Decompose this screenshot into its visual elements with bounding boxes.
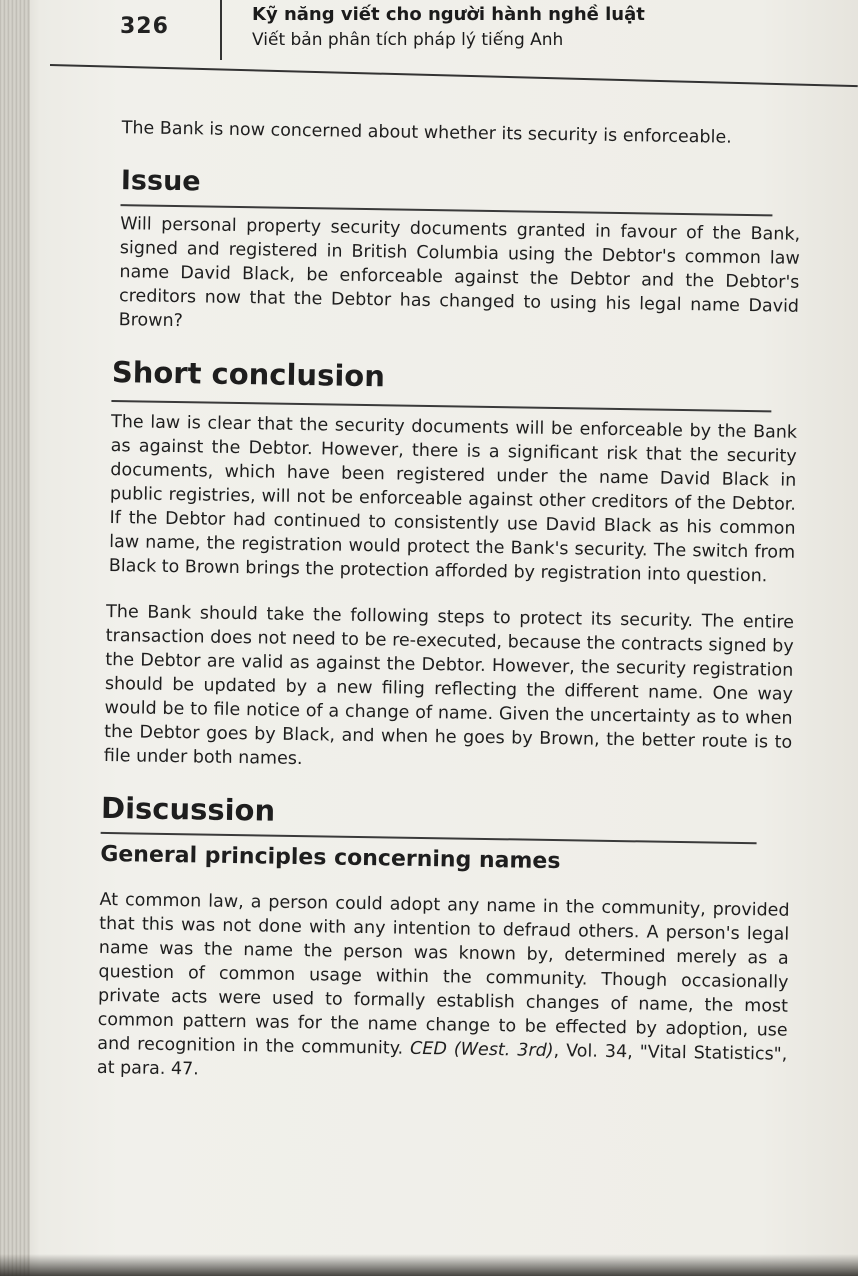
general-principles-subheading: General principles concerning names [100,841,561,875]
conclusion-paragraph-1: The law is clear that the security documents will be enforceable by the Bank as against the Debtor. However, there is a significant risk that the security documents, which have been registered under the name David Black in public registries, will not be enforceable against other creditors of the Debtor. If the Debtor had continued to consistently use David Black as his common law name, the registration would protect the Bank's security. The switch from Black to Brown brings the protection afforded by registration into question. [108,412,798,587]
chapter-title: Viết bản phân tích pháp lý tiếng Anh [252,30,564,50]
conclusion-paragraph-2: The Bank should take the following steps to protect its security. The entire transaction does not need to be re-executed, because the contracts signed by the Debtor are valid as against the Debtor. However, the security registration should be updated by a new filing reflecting the different name. One way would be to file notice of a change of name. Given the uncertainty as to when the Debtor goes by Black, and when he goes by Brown, the better route is to file under both names. [103,601,795,770]
issue-heading: Issue [120,165,201,198]
book-title: Kỹ năng viết cho người hành nghề luật [252,4,645,25]
citation-detail: , Vol. 34, "Vital Statistics", at para. 47. [96,1041,788,1080]
discussion-text: At common law, a person could adopt any name in the community, provided that this was not done with any intention to defraud others. A person's legal name was the name the person was known by, determined merely as a question of common usage within the community. Though occasionally private acts were used to formally establish changes of name, the most common pattern was for the name change to be effected by adoption, use and recognition in the community. [97,889,790,1059]
discussion-heading: Discussion [100,790,276,828]
page-stack-edge [0,0,30,1276]
page-number: 326 [120,14,169,39]
conclusion-rule [111,400,771,412]
header-rule [50,64,858,87]
conclusion-heading: Short conclusion [111,355,386,394]
discussion-paragraph [97,888,790,1091]
page-content [97,110,802,1091]
issue-paragraph: Will personal property security documents granted in favour of the Bank, signed and registered in British Columbia using the Debtor's common law name David Black, be enforceable against the Debtor and the Debtor's creditors now that the Debtor has changed to using his legal name David Brown? [118,214,801,332]
page-bottom-shadow [0,1254,858,1276]
citation-source: CED (West. 3rd) [409,1038,554,1062]
running-header [50,0,850,64]
intro-paragraph: The Bank is now concerned about whether its security is enforceable. [121,118,732,148]
header-divider [220,0,222,60]
